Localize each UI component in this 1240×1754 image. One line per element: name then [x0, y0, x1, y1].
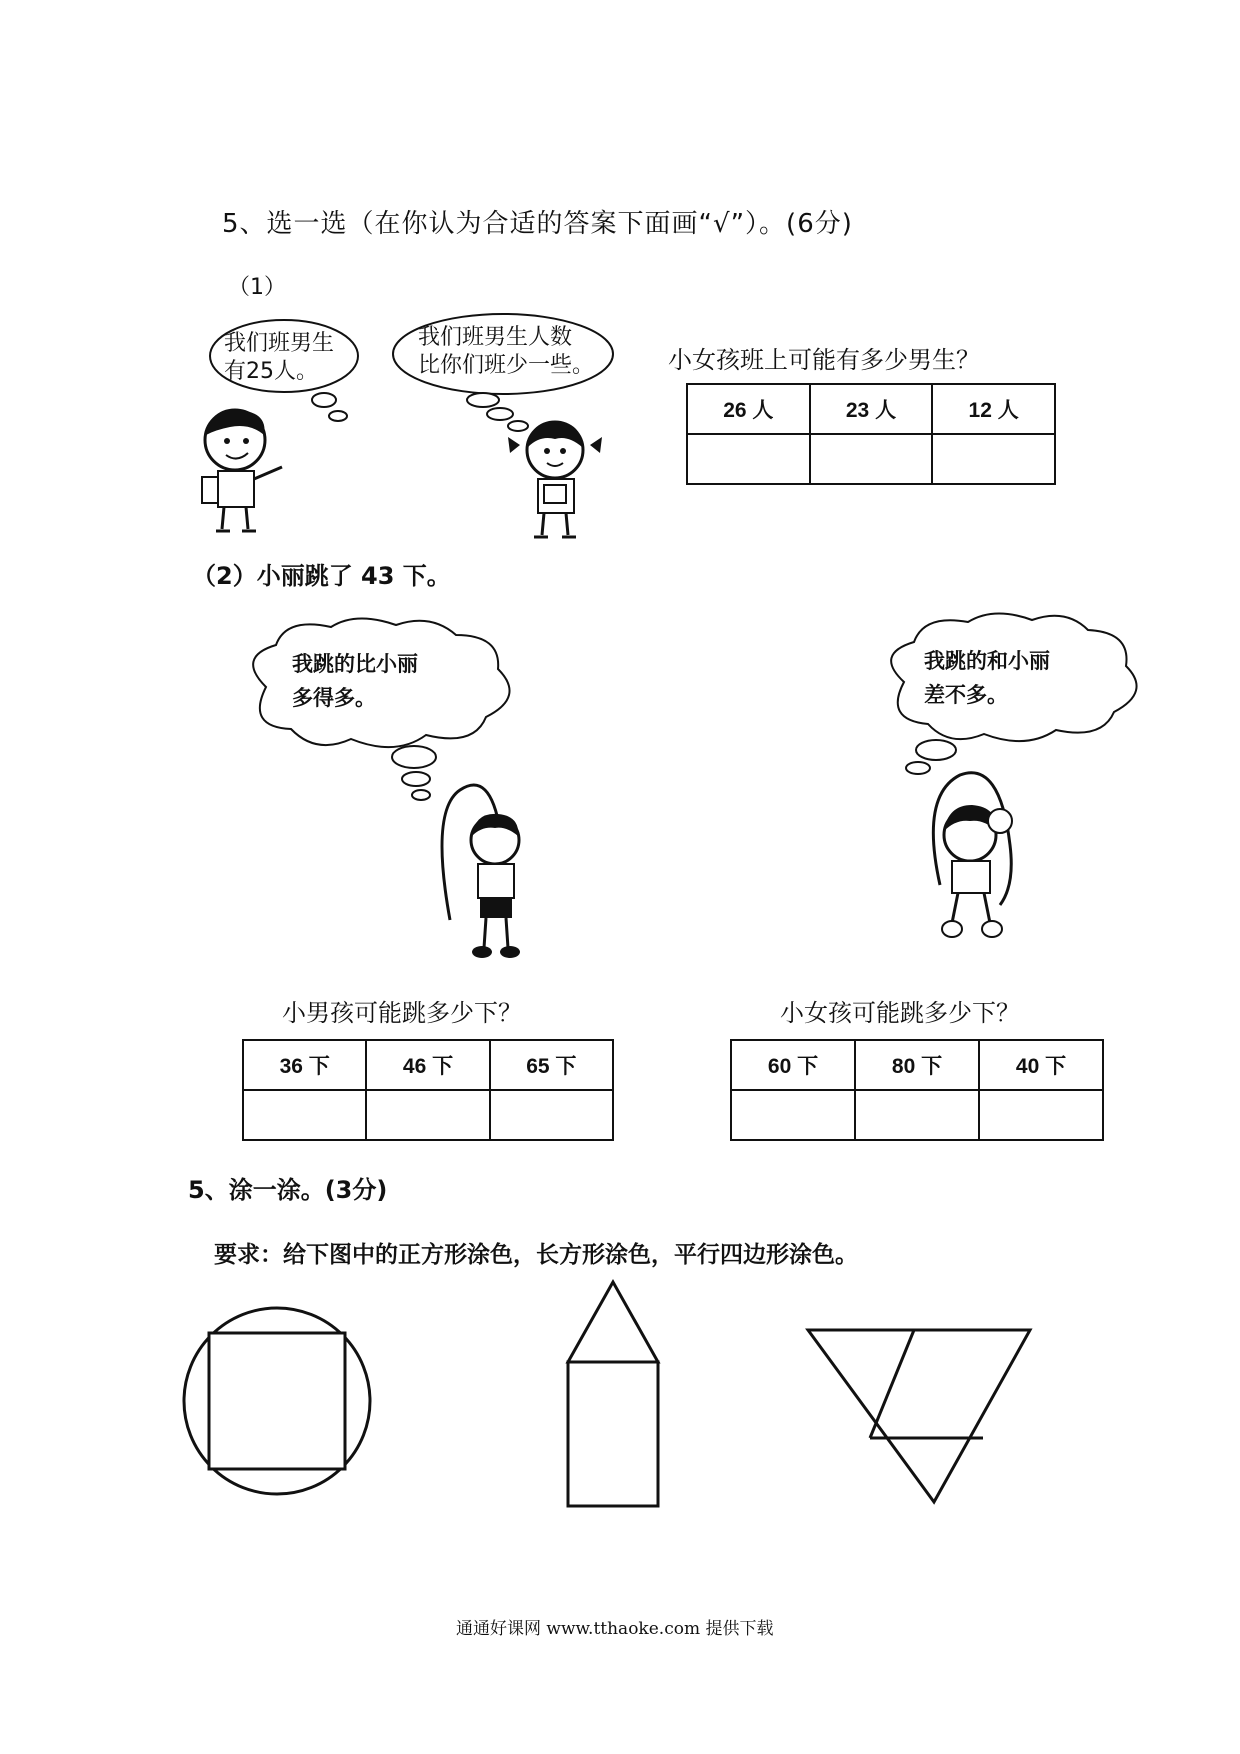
circle-with-square-shape[interactable]	[182, 1306, 382, 1506]
option-cell: 36 下	[243, 1040, 366, 1090]
girl-jump-rope-illustration	[900, 765, 1040, 965]
answer-cell[interactable]	[687, 434, 810, 484]
answer-cell[interactable]	[932, 434, 1055, 484]
section-2-title: 5、涂一涂。(3分)	[188, 1176, 388, 1204]
inverted-triangle-shape[interactable]	[804, 1326, 1044, 1526]
answer-cell[interactable]	[810, 434, 933, 484]
section-2-requirement: 要求：给下图中的正方形涂色，长方形涂色，平行四边形涂色。	[214, 1242, 858, 1268]
footer-source: 通通好课网 www.tthaoke.com 提供下载	[456, 1619, 774, 1639]
boy-speech-2: 我跳的比小丽 多得多。	[292, 652, 418, 710]
triangle-on-rectangle-shape[interactable]	[562, 1278, 672, 1518]
option-cell: 26 人	[687, 384, 810, 434]
option-cell: 65 下	[490, 1040, 613, 1090]
answer-cell[interactable]	[490, 1090, 613, 1140]
girl-question: 小女孩可能跳多少下？	[780, 999, 1020, 1027]
section-1-title: 5、选一选（在你认为合适的答案下面画“√”）。(6分)	[222, 209, 853, 239]
option-cell: 46 下	[366, 1040, 489, 1090]
boy-jump-rope-illustration	[420, 770, 560, 970]
answer-cell[interactable]	[243, 1090, 366, 1140]
girl-illustration-1	[500, 415, 610, 545]
part-2-label: （2）小丽跳了 43 下。	[192, 562, 451, 590]
boy-answer-table	[242, 1039, 614, 1141]
girl-speech-1: 我们班男生人数 比你们班少一些。	[418, 325, 595, 378]
option-cell: 60 下	[731, 1040, 855, 1090]
boy-illustration-1	[190, 405, 300, 535]
answer-cell[interactable]	[979, 1090, 1103, 1140]
option-cell: 12 人	[932, 384, 1055, 434]
part-1-answer-table	[686, 383, 1056, 485]
option-cell: 40 下	[979, 1040, 1103, 1090]
boy-question: 小男孩可能跳多少下？	[282, 999, 522, 1027]
boy-speech-1: 我们班男生 有25人。	[224, 331, 335, 384]
option-cell: 80 下	[855, 1040, 979, 1090]
option-cell: 23 人	[810, 384, 933, 434]
answer-cell[interactable]	[366, 1090, 489, 1140]
answer-cell[interactable]	[731, 1090, 855, 1140]
answer-cell[interactable]	[855, 1090, 979, 1140]
girl-answer-table	[730, 1039, 1104, 1141]
girl-speech-2: 我跳的和小丽 差不多。	[924, 649, 1050, 707]
part-1-question: 小女孩班上可能有多少男生？	[668, 346, 980, 374]
part-1-label: （1）	[228, 275, 286, 300]
